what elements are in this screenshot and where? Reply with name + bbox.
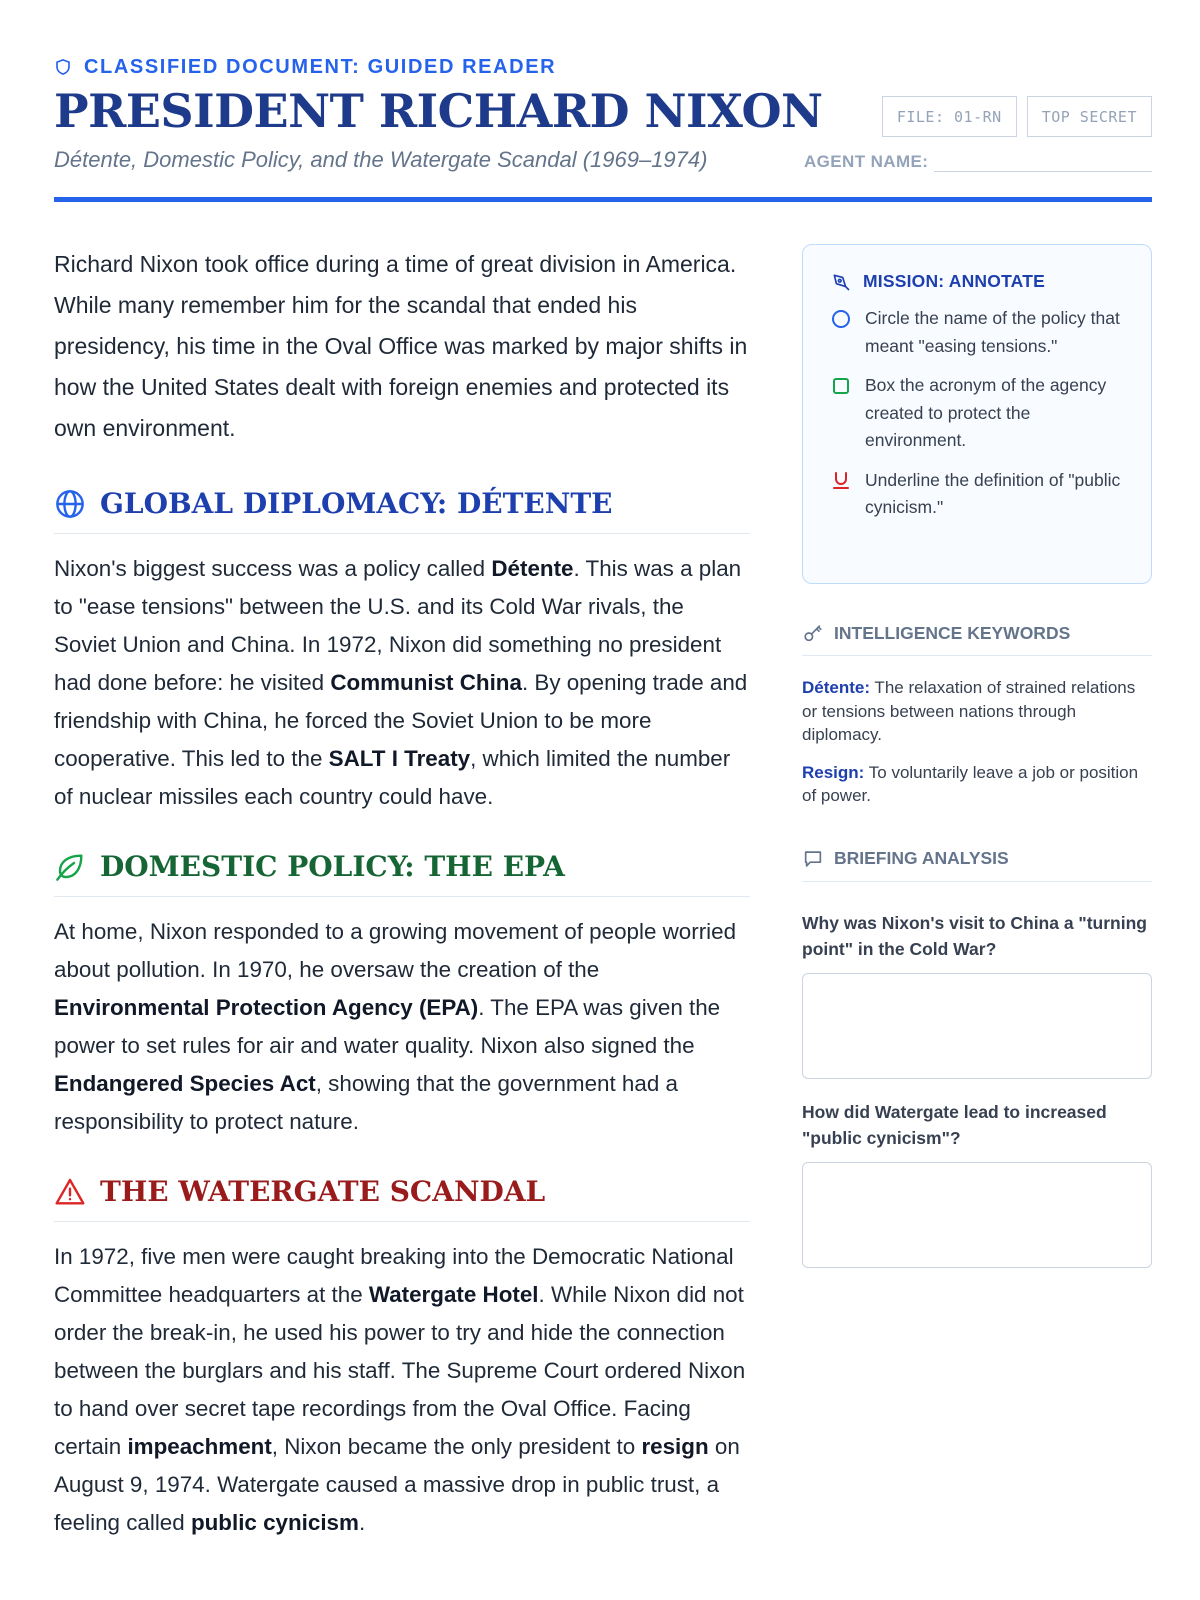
text-run: . The EPA was given the power to set rules for air and water quality. Nixon also signed the <box>54 995 721 1058</box>
heading-text: MISSION: ANNOTATE <box>863 271 1045 291</box>
agent-name-label: AGENT NAME: <box>804 152 929 171</box>
mission-annotate-card <box>802 244 1152 584</box>
text-run: . This was a plan to "ease tensions" between the U.S. and its Cold War rivals, the Soviet Union and China. In 1972, Nixon did something no president had done before: he visited <box>54 556 742 695</box>
pen-tool-icon <box>831 272 851 292</box>
keyword-public-cynicism: public cynicism <box>190 1510 359 1535</box>
mission-item-text: Circle the name of the policy that meant "easing tensions." <box>865 308 1120 356</box>
keywords-heading <box>802 622 1152 656</box>
message-icon <box>802 848 824 870</box>
header-divider <box>54 197 1152 202</box>
section-heading-watergate <box>54 1175 750 1222</box>
circle-icon <box>831 309 851 329</box>
text-run: At home, Nixon responded to a growing movement of people worried about pollution. In 1970, he oversaw the creation of the <box>54 919 737 982</box>
guided-reader-page <box>54 0 1152 1600</box>
page-subtitle: Détente, Domestic Policy, and the Watergate Scandal (1969–1974) <box>54 147 708 172</box>
key-icon <box>802 622 824 644</box>
mission-item-text: Box the acronym of the agency created to protect the environment. <box>865 375 1107 450</box>
answer-box-2[interactable] <box>802 1162 1152 1268</box>
globe-icon <box>54 488 86 520</box>
text-run: In 1972, five men were caught breaking into the Democratic National Committee headquarters at the <box>54 1244 734 1307</box>
heading-text: INTELLIGENCE KEYWORDS <box>834 622 1071 643</box>
top-secret-badge: TOP SECRET <box>1027 96 1152 137</box>
keyword-definition: To voluntarily leave a job or position of power. <box>802 762 1139 805</box>
keyword-impeachment: impeachment <box>127 1434 272 1459</box>
agent-name-line[interactable] <box>934 154 1152 172</box>
kicker-text: CLASSIFIED DOCUMENT: GUIDED READER <box>84 55 557 78</box>
keyword-detente: Détente <box>491 556 574 581</box>
keyword-resign: resign <box>641 1434 709 1459</box>
keywords-panel <box>802 622 1152 808</box>
keyword-epa: Environmental Protection Agency (EPA) <box>54 995 479 1020</box>
text-run: . By opening trade and friendship with China, he forced the Soviet Union to be more cooperative. This led to the <box>54 670 748 771</box>
heading-text: DOMESTIC POLICY: THE EPA <box>100 850 565 883</box>
detente-paragraph <box>54 550 750 816</box>
agent-name-field[interactable] <box>804 152 1152 172</box>
main-column <box>54 244 750 1542</box>
text-run: , Nixon became the only president to <box>271 1434 642 1459</box>
heading-text: THE WATERGATE SCANDAL <box>100 1175 546 1208</box>
mission-item-underline <box>831 467 1123 522</box>
answer-box-1[interactable] <box>802 973 1152 1079</box>
briefing-analysis-panel <box>802 848 1152 1268</box>
underline-icon <box>831 471 851 491</box>
file-badge: FILE: 01-RN <box>882 96 1017 137</box>
keyword-watergate-hotel: Watergate Hotel <box>368 1282 539 1307</box>
sidebar <box>802 244 1152 1268</box>
text-run: , showing that the government had a responsibility to protect nature. <box>54 1071 678 1134</box>
mission-heading <box>831 271 1123 292</box>
heading-text: BRIEFING ANALYSIS <box>834 848 1009 868</box>
watergate-paragraph <box>54 1238 750 1542</box>
text-run: . <box>358 1510 366 1535</box>
epa-paragraph <box>54 913 750 1141</box>
keyword-communist-china: Communist China <box>330 670 522 695</box>
keyword-term: Resign: <box>802 762 865 782</box>
keyword-term: Détente: <box>802 678 871 697</box>
mission-item-box <box>831 372 1123 455</box>
keyword-salt-treaty: SALT I Treaty <box>328 746 471 771</box>
warning-icon <box>54 1176 86 1208</box>
keyword-definition: The relaxation of strained relations or tensions between nations through diplomacy. <box>802 678 1136 744</box>
section-watergate <box>54 1175 750 1542</box>
text-run: . While Nixon did not order the break-in, he used his power to try and hide the connection between the burglars and his staff. The Supreme Court ordered Nixon to hand over secret tape recordings from the Oval Office. Facing certain <box>54 1282 746 1459</box>
text-run: , which limited the number of nuclear missiles each country could have. <box>54 746 731 809</box>
keyword-entry-detente <box>802 676 1152 747</box>
section-detente <box>54 487 750 816</box>
analysis-question-1: Why was Nixon's visit to China a "turning point" in the Cold War? <box>802 912 1147 959</box>
document-kicker <box>54 54 556 80</box>
text-run: on August 9, 1974. Watergate caused a massive drop in public trust, a feeling called <box>54 1434 740 1535</box>
section-epa <box>54 850 750 1141</box>
shield-icon <box>54 58 72 76</box>
square-icon <box>831 376 851 396</box>
page-title: PRESIDENT RICHARD NIXON <box>54 84 823 138</box>
heading-text: GLOBAL DIPLOMACY: DÉTENTE <box>100 487 613 520</box>
keyword-endangered-species-act: Endangered Species Act <box>54 1071 316 1096</box>
mission-item-text: Underline the definition of "public cynicism." <box>865 469 1121 517</box>
analysis-question-2: How did Watergate lead to increased "public cynicism"? <box>802 1101 1107 1148</box>
leaf-icon <box>54 851 86 883</box>
analysis-heading <box>802 848 1152 882</box>
mission-item-circle <box>831 305 1123 360</box>
text-run: Nixon's biggest success was a policy called <box>54 556 492 581</box>
keyword-entry-resign <box>802 761 1152 808</box>
section-heading-epa <box>54 850 750 897</box>
badge-group <box>882 96 1152 137</box>
section-heading-detente <box>54 487 750 534</box>
intro-paragraph: Richard Nixon took office during a time of great division in America. While many remember him for the scandal that ended his presidency, his time in the Oval Office was marked by major shifts in how the United States dealt with foreign enemies and protected its own environment. <box>54 251 748 441</box>
